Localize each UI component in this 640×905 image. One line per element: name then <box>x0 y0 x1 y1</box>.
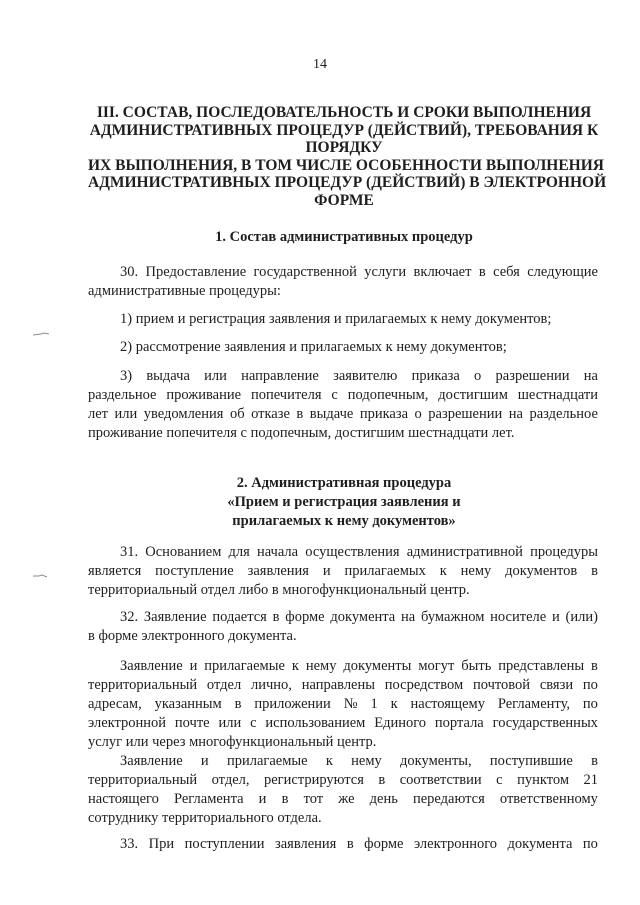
paragraph-line <box>88 282 598 301</box>
word: шестнадцати <box>517 387 598 403</box>
word: в <box>591 658 598 674</box>
word: Заявление <box>120 753 183 769</box>
section-heading-line: ИХ ВЫПОЛНЕНИЯ, В ТОМ ЧИСЛЕ ОСОБЕННОСТИ ВЫПОЛНЕНИЯ <box>88 156 604 174</box>
paragraph-line <box>88 695 598 714</box>
word: передаются <box>412 791 485 807</box>
paragraph-line <box>88 714 598 733</box>
word: приказа <box>359 406 409 422</box>
word: с <box>250 715 257 731</box>
word: на <box>401 609 416 625</box>
word: соответствии <box>399 772 482 788</box>
subsection-title-line: 2. Административная процедура <box>236 475 452 491</box>
list-item-1 <box>88 310 598 329</box>
word: 31. <box>120 544 139 560</box>
word: документы <box>343 658 412 674</box>
word: является <box>88 563 142 579</box>
word: в <box>272 609 280 625</box>
paragraph-line <box>88 657 598 676</box>
word: электронной <box>88 715 167 731</box>
word: (или) <box>565 609 598 625</box>
line-text: в форме электронного документа. <box>88 628 297 644</box>
word: прилагаемых <box>344 563 426 579</box>
word: адресам, <box>88 696 142 712</box>
word: связи <box>539 677 574 693</box>
section-heading-line: ПОРЯДКУ <box>305 139 383 156</box>
paragraph-registration <box>88 752 598 828</box>
word: на <box>583 368 598 384</box>
word: Заявление <box>120 658 183 674</box>
paragraph-line <box>88 733 598 752</box>
word: подается <box>212 609 267 625</box>
margin-mark <box>33 565 49 569</box>
paragraph-line <box>88 562 598 581</box>
word: Основанием <box>145 544 222 560</box>
word: настоящему <box>410 696 485 712</box>
word: государственной <box>253 264 357 280</box>
section-heading-line: III. СОСТАВ, ПОСЛЕДОВАТЕЛЬНОСТЬ И СРОКИ ВЫПОЛНЕНИЯ <box>96 104 592 121</box>
word: выдача <box>146 368 190 384</box>
word: в <box>378 772 386 788</box>
subsection-title-line: 1. Состав административных процедур <box>215 229 473 245</box>
word: настоящего <box>88 791 159 807</box>
paragraph-line <box>88 676 598 695</box>
word: носителе <box>490 609 547 625</box>
paragraph-line <box>88 367 598 386</box>
subsection-title-line: «Прием и регистрация заявления и <box>227 494 461 510</box>
paragraph-33 <box>88 835 598 854</box>
word: Единого <box>374 715 427 731</box>
word: заявителю <box>333 368 398 384</box>
word: о <box>414 406 422 422</box>
paragraph-line <box>88 263 598 282</box>
word: к <box>325 753 333 769</box>
word: 3) <box>120 368 133 384</box>
word: бумажном <box>421 609 485 625</box>
paragraph-line <box>88 771 598 790</box>
word: тот <box>303 791 324 807</box>
subsection-title-2 <box>88 474 600 531</box>
word: форме <box>285 609 325 625</box>
word: нему <box>305 658 337 674</box>
word: по <box>582 677 598 693</box>
word: прилагаемые <box>204 658 285 674</box>
word: могут <box>418 658 455 674</box>
word: электронного <box>413 836 498 852</box>
word: указанным <box>154 696 222 712</box>
word: нему <box>351 753 382 769</box>
word: Регламенту, <box>497 696 570 712</box>
word: регистрируются <box>263 772 364 788</box>
paragraph-line <box>88 310 598 329</box>
word: почте <box>174 715 210 731</box>
word: об <box>229 406 245 422</box>
line-text: административные процедуры: <box>88 283 281 299</box>
word: в <box>281 791 289 807</box>
word: почтовой <box>472 677 531 693</box>
line-text: проживание попечителя с подопечным, достигшим шестнадцати лет. <box>88 425 515 441</box>
paragraph-line <box>88 424 598 443</box>
word: разрешении <box>428 406 503 422</box>
word: по <box>582 836 598 852</box>
word: в <box>234 696 242 712</box>
page-number: 14 <box>313 57 327 72</box>
word: отдел, <box>211 772 250 788</box>
word: нему <box>460 563 492 579</box>
word: начала <box>256 544 299 560</box>
word: представлены <box>498 658 585 674</box>
paragraph-line <box>88 627 598 646</box>
word: 30. <box>120 264 139 280</box>
section-heading-line: АДМИНИСТРАТИВНЫХ ПРОЦЕДУР (ДЕЙСТВИЙ) В ЭЛЕКТРОННОЙ <box>88 174 607 191</box>
paragraph-line <box>88 405 598 424</box>
paragraph-32 <box>88 608 598 646</box>
word: направлены <box>301 677 375 693</box>
word: в <box>591 563 598 579</box>
word: подопечным, <box>347 387 429 403</box>
word: портала <box>434 715 484 731</box>
word: и <box>551 609 560 625</box>
word: документов <box>505 563 578 579</box>
word: 33. <box>120 836 139 852</box>
word: территориальный <box>88 772 198 788</box>
paragraph-submission <box>88 657 598 752</box>
word: документа <box>330 609 396 625</box>
word: быть <box>461 658 492 674</box>
word: № <box>343 696 358 712</box>
word: с <box>331 387 338 403</box>
section-heading-line: АДМИНИСТРАТИВНЫХ ПРОЦЕДУР (ДЕЙСТВИЙ), ТРЕБОВАНИЯ К <box>89 121 599 139</box>
word: лично, <box>250 677 292 693</box>
subsection-title-1 <box>88 228 600 247</box>
word: использованием <box>265 715 366 731</box>
word: осуществления <box>305 544 400 560</box>
word: к <box>291 658 299 674</box>
paragraph-line <box>88 543 598 562</box>
word: документы, <box>400 753 472 769</box>
word: заявления <box>274 836 337 852</box>
line-text: сотруднику территориального отдела. <box>88 810 322 826</box>
word: направление <box>241 368 319 384</box>
list-item-2 <box>88 338 598 357</box>
word: и <box>200 753 209 769</box>
word: попечителя <box>250 387 322 403</box>
word: с <box>496 772 503 788</box>
word: Заявление <box>143 609 207 625</box>
word: день <box>369 791 398 807</box>
paragraph-line <box>88 752 598 771</box>
word: процедуры <box>530 544 598 560</box>
paragraph-30 <box>88 263 598 301</box>
word: о <box>474 368 482 384</box>
word: поступившие <box>489 753 573 769</box>
word: уведомления <box>143 406 224 422</box>
word: к <box>439 563 447 579</box>
word: в <box>591 753 598 769</box>
word: Регламента <box>174 791 244 807</box>
word: услуги <box>364 264 407 280</box>
word: себя <box>493 264 520 280</box>
word: прилагаемые <box>226 753 308 769</box>
word: отдел <box>206 677 242 693</box>
word: лет <box>88 406 109 422</box>
word: или <box>204 368 227 384</box>
list-item-3 <box>88 367 598 443</box>
word: и <box>322 563 331 579</box>
word: административной <box>406 544 523 560</box>
line-text: 2) рассмотрение заявления и прилагаемых к нему документов; <box>120 339 507 355</box>
line-text: территориальный отдел либо в многофункциональный центр. <box>88 582 470 598</box>
word: и <box>189 658 198 674</box>
paragraph-line <box>88 386 598 405</box>
margin-mark <box>33 323 49 327</box>
paragraph-line <box>88 581 598 600</box>
word: заявления <box>247 563 309 579</box>
paragraph-line <box>88 835 598 854</box>
word: к <box>390 696 398 712</box>
word: по <box>582 696 598 712</box>
word: приложении <box>254 696 331 712</box>
subsection-title-line: прилагаемых к нему документов» <box>232 513 456 529</box>
word: 1 <box>370 696 378 712</box>
word: отказе <box>251 406 290 422</box>
word: территориальный <box>88 677 198 693</box>
word: или <box>218 715 242 731</box>
word: посредством <box>384 677 464 693</box>
word: следующие <box>527 264 598 280</box>
word: в <box>478 264 486 280</box>
paragraph-31 <box>88 543 598 600</box>
word: для <box>228 544 250 560</box>
word: При <box>148 836 175 852</box>
word: достигшим <box>438 387 508 403</box>
word: на <box>508 406 523 422</box>
word: форме <box>364 836 404 852</box>
word: выдаче <box>309 406 354 422</box>
word: пунктом <box>517 772 569 788</box>
paragraph-line <box>88 608 598 627</box>
word: поступление <box>155 563 234 579</box>
word: 21 <box>583 772 598 788</box>
line-text: услуг или через многофункциональный центр. <box>88 734 377 750</box>
word: документа <box>507 836 573 852</box>
section-heading <box>88 104 607 209</box>
word: и <box>258 791 267 807</box>
word: же <box>338 791 355 807</box>
paragraph-line <box>88 809 598 828</box>
word: раздельное <box>88 387 157 403</box>
word: в <box>346 836 354 852</box>
word: приказа <box>411 368 460 384</box>
paragraph-line <box>88 790 598 809</box>
word: включает <box>413 264 472 280</box>
word: раздельное <box>529 406 598 422</box>
word: разрешении <box>495 368 570 384</box>
word: государственных <box>492 715 598 731</box>
word: поступлении <box>184 836 265 852</box>
line-text: 1) прием и регистрация заявления и прилагаемых к нему документов; <box>120 311 552 327</box>
word: Предоставление <box>145 264 247 280</box>
word: в <box>296 406 304 422</box>
word: ответственному <box>499 791 598 807</box>
paragraph-line <box>88 338 598 357</box>
word: или <box>114 406 138 422</box>
word: 32. <box>120 609 139 625</box>
section-heading-line: ФОРМЕ <box>314 191 374 209</box>
word: проживание <box>166 387 242 403</box>
